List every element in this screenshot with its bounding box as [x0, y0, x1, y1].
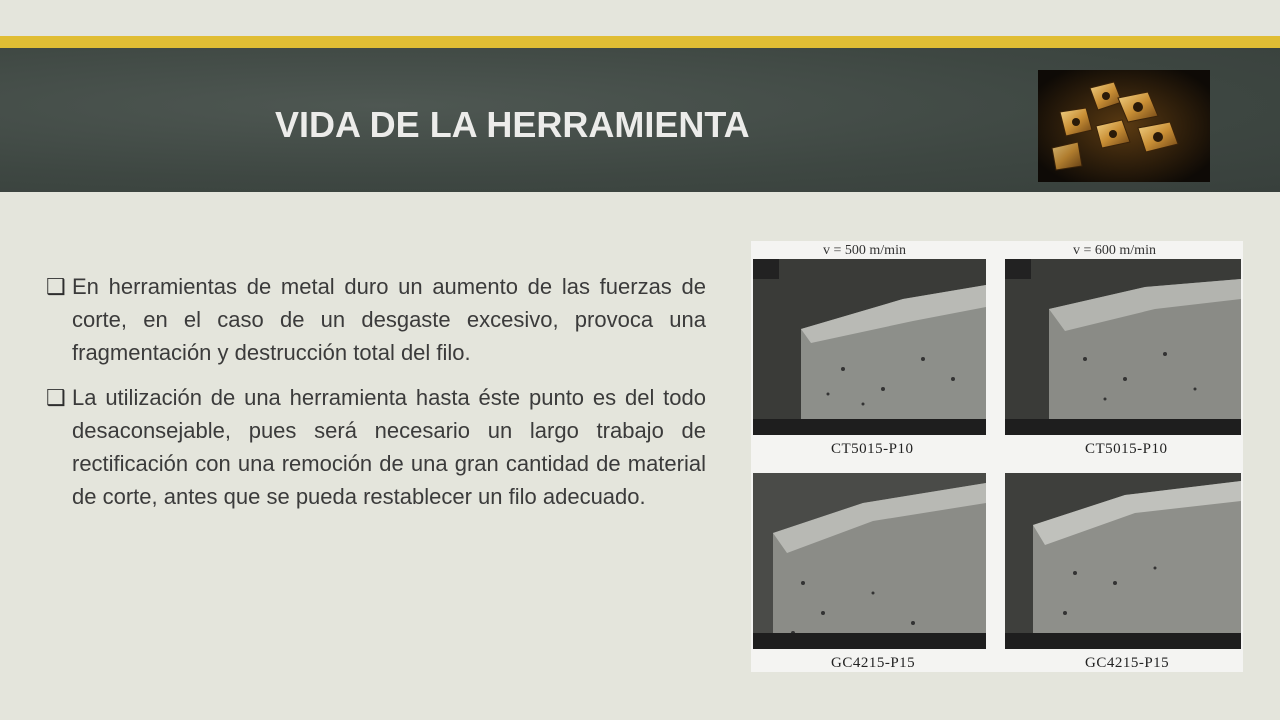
sem-micrograph-figure	[751, 241, 1243, 672]
bullet-item	[46, 381, 706, 513]
accent-stripe	[0, 36, 1280, 48]
panel-caption: GC4215-P15	[1085, 655, 1170, 671]
panel-caption: CT5015-P10	[831, 441, 914, 457]
cutting-inserts-image	[1038, 70, 1210, 182]
bullet-list	[46, 270, 706, 525]
cutting-inserts-graphic	[1038, 70, 1210, 182]
speed-label-right: v = 600 m/min	[1073, 243, 1156, 258]
checkbox-bullet-icon: ❑	[46, 274, 66, 299]
micrograph-panel	[753, 473, 986, 649]
bullet-item	[46, 270, 706, 369]
bullet-text: En herramientas de metal duro un aumento de las fuerzas de corte, en el caso de un desgaste excesivo, provoca una fragmentación y destrucción total del filo.	[72, 274, 706, 365]
speed-label-left: v = 500 m/min	[823, 243, 906, 258]
panel-caption: CT5015-P10	[1085, 441, 1168, 457]
micrograph-panel	[753, 259, 986, 435]
slide-title: VIDA DE LA HERRAMIENTA	[275, 104, 750, 145]
checkbox-bullet-icon: ❑	[46, 385, 66, 410]
micrograph-panel	[1005, 259, 1241, 435]
panel-caption: GC4215-P15	[831, 655, 916, 671]
bullet-text: La utilización de una herramienta hasta éste punto es del todo desaconsejable, pues será necesario un largo trabajo de rectificación con una remoción de una gran cantidad de material de corte, antes que se pueda restablecer un filo adecuado.	[72, 385, 706, 509]
micrograph-panel	[1005, 473, 1241, 649]
